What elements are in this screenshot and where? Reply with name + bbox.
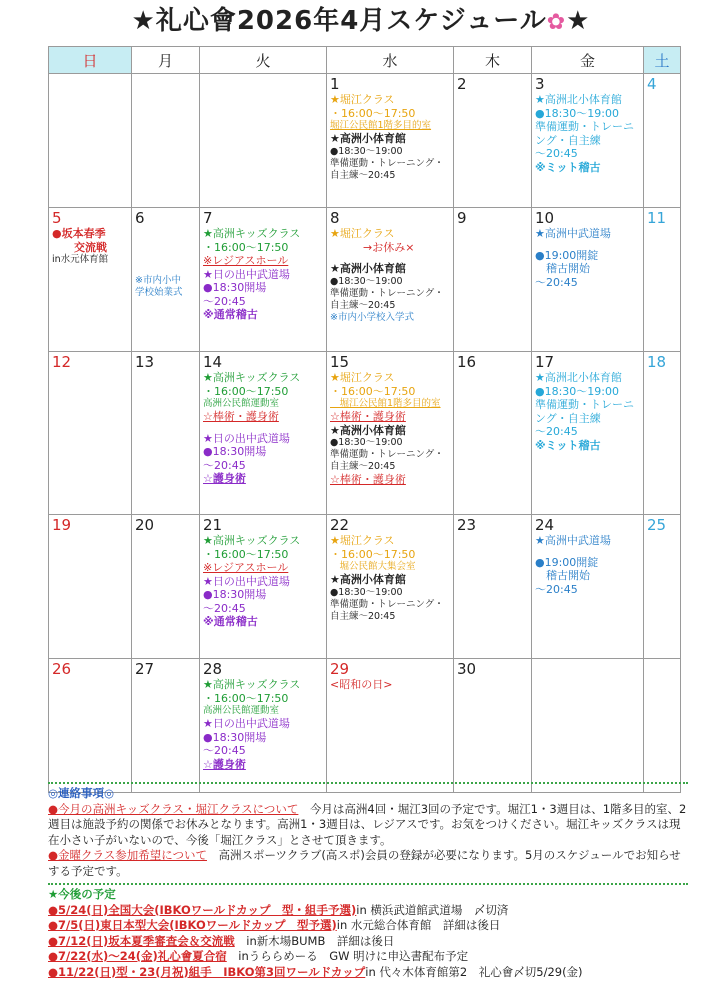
upcoming-text: inうららめーる GW 明けに申込書配布予定 (226, 949, 469, 963)
day-number: 29 (330, 660, 350, 678)
day-number: 2 (457, 75, 467, 93)
day-cell (532, 515, 644, 659)
title-star: ★ (566, 6, 591, 36)
event-line: 準備運動・トレーニング・ (330, 449, 444, 460)
day-number: 11 (647, 209, 667, 227)
week-row (49, 659, 681, 793)
spacer (135, 243, 199, 251)
event-line: ☆護身術 (203, 757, 246, 771)
day-number: 15 (330, 353, 350, 371)
note-label: ●金曜クラス参加希望について (48, 848, 207, 862)
day-cell (132, 515, 200, 659)
spacer (135, 227, 199, 235)
event-line: ★高洲中武道場 (535, 227, 611, 240)
day-number: 27 (135, 660, 155, 678)
event-line: 堀江公民館1階多目的室 (330, 398, 441, 409)
day-number: 8 (330, 209, 340, 227)
event-line: ★高洲小体育館 (330, 423, 406, 437)
event-line: ☆棒術・護身術 (330, 410, 406, 423)
event-line: 交流戦 (52, 240, 107, 254)
event-line: 稽古開始 (535, 569, 590, 582)
event-line: ★日の出中武道場 (203, 431, 290, 445)
event-line: 準備運動・トレーニング・ (330, 157, 444, 169)
day-cell (200, 74, 327, 208)
upcoming-text: in新木場BUMB 詳細は後日 (234, 933, 395, 948)
day-number: 12 (52, 353, 72, 371)
day-cell (327, 208, 454, 352)
day-cell (327, 515, 454, 659)
day-cell (49, 74, 132, 208)
event-line: ・16:00～17:50 (330, 106, 416, 120)
upcoming-text: in 水元総合体育館 詳細は後日 (336, 918, 501, 932)
note-item (48, 802, 688, 849)
day-number: 4 (647, 75, 657, 93)
spacer (330, 254, 453, 262)
spacer (535, 241, 643, 249)
event-line: ●18:30～19:00 (535, 106, 619, 120)
event-line: ・16:00～17:50 (330, 384, 416, 398)
event-line: ★高洲キッズクラス (203, 678, 301, 691)
event-line: ★日の出中武道場 (203, 267, 290, 281)
weekday-header: 水 (327, 47, 454, 74)
weekday-header-row (49, 47, 681, 74)
day-cell (200, 208, 327, 352)
upcoming-items (48, 903, 688, 981)
day-number: 23 (457, 516, 477, 534)
event-line: ～20:45 (203, 294, 246, 308)
flower-icon: ✿ (546, 10, 567, 35)
day-number: 1 (330, 75, 340, 93)
day-cell (327, 74, 454, 208)
day-cell (644, 352, 681, 515)
title-text: ★礼心會2026年4月スケジュール (131, 6, 547, 36)
day-cell (454, 74, 532, 208)
upcoming-label: ●5/24(日)全国大会(IBKOワールドカップ 型・組手予選) (48, 902, 357, 917)
note-text: 今月は高洲4回・堀江3回の予定です。堀江1・3週目は、1階多目的室、2週目は施設予約の関係でお休みとなります。高洲1・3週目は、レジアスです。お気をつけください。堀江キッズクラスは現在小さい子がいないので、今後「堀江クラス」とさせて頂きます。 (48, 801, 687, 847)
day-cell (454, 515, 532, 659)
weekday-header: 木 (454, 47, 532, 74)
day-number: 3 (535, 75, 545, 93)
notes-section (48, 778, 688, 980)
event-line: ★高洲北小体育館 (535, 371, 622, 384)
event-line: ★高洲小体育館 (330, 262, 406, 275)
spacer (135, 267, 199, 275)
event-line: ～20:45 (203, 601, 246, 615)
week-row (49, 208, 681, 352)
note-item (48, 848, 688, 879)
day-number: 26 (52, 660, 72, 678)
day-number: 19 (52, 516, 72, 534)
event-line: 自主練～20:45 (330, 610, 396, 622)
event-line: ●18:30開場 (203, 281, 267, 294)
upcoming-item (48, 903, 688, 919)
day-cell (454, 659, 532, 793)
event-line: ・16:00～17:50 (203, 240, 289, 254)
weekday-header: 土 (644, 47, 681, 74)
event-line: ☆護身術 (203, 472, 246, 485)
event-line: ★高洲中武道場 (535, 534, 611, 547)
event-line: ★高洲キッズクラス (203, 371, 301, 384)
day-number: 10 (535, 209, 555, 227)
note-text: 高洲スポーツクラブ(高スポ)会員の登録が必要になります。5月のスケジュールでお知らせする予定です。 (48, 848, 681, 878)
dotted-divider (48, 778, 688, 784)
day-cell (200, 659, 327, 793)
event-line: 堀公民館大集会室 (330, 561, 416, 572)
event-line: ●18:30開場 (203, 588, 267, 601)
day-number: 22 (330, 516, 350, 534)
weekday-header: 月 (132, 47, 200, 74)
event-line: ☆棒術・護身術 (330, 473, 406, 486)
day-number: 13 (135, 353, 155, 371)
event-line: 自主練～20:45 (330, 299, 396, 311)
event-line: ★高洲キッズクラス (203, 227, 301, 240)
upcoming-text: in 代々木体育館第2 礼心會〆切5/29(金) (365, 964, 583, 979)
day-cell (49, 659, 132, 793)
upcoming-text: in 横浜武道館武道場 〆切済 (356, 902, 509, 917)
event-line: ※ミット稽古 (535, 438, 601, 452)
day-number: 16 (457, 353, 477, 371)
event-line: ★高洲小体育館 (330, 573, 406, 586)
day-cell (200, 515, 327, 659)
day-number: 30 (457, 660, 477, 678)
week-row (49, 515, 681, 659)
event-line: ～20:45 (535, 425, 578, 438)
event-line: ※レジアスホール (203, 561, 289, 574)
day-number: 6 (135, 209, 145, 227)
event-line: ★日の出中武道場 (203, 574, 290, 588)
contact-header: ◎連絡事項◎ (48, 786, 115, 800)
week-row (49, 74, 681, 208)
event-line: ★日の出中武道場 (203, 717, 290, 730)
upcoming-item (48, 965, 688, 981)
event-line: ●18:30開場 (203, 730, 267, 744)
day-cell (454, 352, 532, 515)
week-row (49, 352, 681, 515)
upcoming-item (48, 918, 688, 934)
event-line: <昭和の日> (330, 678, 393, 691)
day-cell (49, 515, 132, 659)
spacer (135, 259, 199, 267)
event-line: ★堀江クラス (330, 93, 395, 106)
day-cell (644, 208, 681, 352)
event-line: ●19:00開錠 (535, 248, 599, 262)
event-line: ～20:45 (535, 582, 578, 596)
event-line: 自主練～20:45 (330, 169, 396, 181)
upcoming-label: ●11/22(日)型・23(月祝)組手 IBKO第3回ワールドカップ (48, 964, 366, 979)
event-line: 準備運動・トレーニ (535, 398, 634, 411)
event-line: ●18:30～19:00 (330, 275, 403, 287)
event-line: ●18:30開場 (203, 445, 267, 458)
event-line: in水元体育館 (52, 254, 109, 265)
event-line: ★堀江クラス (330, 534, 395, 547)
weekday-header: 金 (532, 47, 644, 74)
event-line: 自主練～20:45 (330, 461, 396, 472)
day-cell (644, 515, 681, 659)
day-cell (132, 659, 200, 793)
day-cell (644, 74, 681, 208)
event-line: ※市内小中 (135, 275, 181, 286)
event-line: 稽古開始 (535, 262, 590, 275)
event-line: 準備運動・トレーニング・ (330, 287, 444, 299)
day-cell (532, 352, 644, 515)
day-cell (644, 659, 681, 793)
day-number: 5 (52, 209, 62, 227)
day-cell (132, 352, 200, 515)
day-cell (200, 352, 327, 515)
day-number: 18 (647, 353, 667, 371)
day-number: 14 (203, 353, 223, 371)
event-line: ～20:45 (535, 275, 578, 289)
event-line: ●18:30～19:00 (535, 384, 619, 398)
spacer (135, 251, 199, 259)
spacer (203, 424, 326, 432)
event-line: ～20:45 (203, 458, 246, 472)
day-number: 17 (535, 353, 555, 371)
event-line: ☆棒術・護身術 (203, 410, 279, 423)
event-line: ●19:00開錠 (535, 555, 599, 569)
upcoming-label: ●7/12(日)坂本夏季審査会＆交流戦 (48, 933, 235, 948)
event-line: 準備運動・トレーニ (535, 120, 634, 133)
calendar-body (49, 74, 681, 793)
event-line: ※通常稽古 (203, 615, 258, 628)
event-line: ・16:00～17:50 (330, 547, 416, 561)
day-cell (327, 352, 454, 515)
event-line: 高洲公民館運動室 (203, 705, 280, 716)
day-cell (454, 208, 532, 352)
day-cell (132, 208, 200, 352)
event-line: 高洲公民館運動室 (203, 398, 280, 409)
event-line: →お休み× (330, 240, 415, 254)
event-line: ※市内小学校入学式 (330, 311, 414, 323)
event-line: ★高洲小体育館 (330, 132, 406, 145)
day-cell (327, 659, 454, 793)
upcoming-label: ●7/5(日)東日本型大会(IBKOワールドカップ 型予選) (48, 918, 337, 932)
dotted-divider (48, 879, 688, 885)
event-line: ※通常稽古 (203, 308, 258, 321)
note-label: ●今月の高洲キッズクラス・堀江クラスについて (48, 801, 299, 816)
weekday-header: 火 (200, 47, 327, 74)
day-cell (132, 74, 200, 208)
event-line: 堀江公民館1階多目的室 (330, 120, 432, 131)
event-line: ★堀江クラス (330, 227, 395, 240)
event-line: ※レジアスホール (203, 254, 289, 267)
event-line: ★高洲キッズクラス (203, 534, 301, 547)
event-line: ●坂本春季 (52, 227, 106, 240)
day-number: 25 (647, 516, 667, 534)
event-line: ング・自主練 (535, 133, 601, 147)
event-line: ●18:30～19:00 (330, 437, 403, 448)
day-cell (532, 659, 644, 793)
day-cell (49, 208, 132, 352)
day-number: 20 (135, 516, 155, 534)
day-number: 24 (535, 516, 555, 534)
event-line: ★堀江クラス (330, 371, 395, 384)
upcoming-label: ●7/22(水)～24(金)礼心會夏合宿 (48, 949, 227, 963)
event-line: ・16:00～17:50 (203, 691, 289, 705)
spacer (135, 235, 199, 243)
calendar-table (48, 46, 681, 793)
day-number: 21 (203, 516, 223, 534)
event-line: ※ミット稽古 (535, 160, 601, 174)
contact-items (48, 802, 688, 880)
day-number: 7 (203, 209, 213, 227)
event-line: ●18:30～19:00 (330, 586, 403, 598)
spacer (535, 548, 643, 556)
event-line: ング・自主練 (535, 411, 601, 425)
event-line: 学校始業式 (135, 287, 183, 298)
event-line: ・16:00～17:50 (203, 384, 289, 398)
upcoming-item (48, 934, 688, 950)
weekday-header: 日 (49, 47, 132, 74)
day-number: 9 (457, 209, 467, 227)
day-cell (49, 352, 132, 515)
event-line: ～20:45 (203, 744, 246, 757)
upcoming-header: ★今後の予定 (48, 887, 116, 901)
event-line: ●18:30～19:00 (330, 145, 403, 157)
event-line: ～20:45 (535, 147, 578, 160)
day-cell (532, 208, 644, 352)
day-number: 28 (203, 660, 223, 678)
event-line: ・16:00～17:50 (203, 547, 289, 561)
event-line: 準備運動・トレーニング・ (330, 598, 444, 610)
day-cell (532, 74, 644, 208)
event-line: ★高洲北小体育館 (535, 93, 622, 106)
page-title (0, 2, 722, 40)
upcoming-item (48, 949, 688, 965)
